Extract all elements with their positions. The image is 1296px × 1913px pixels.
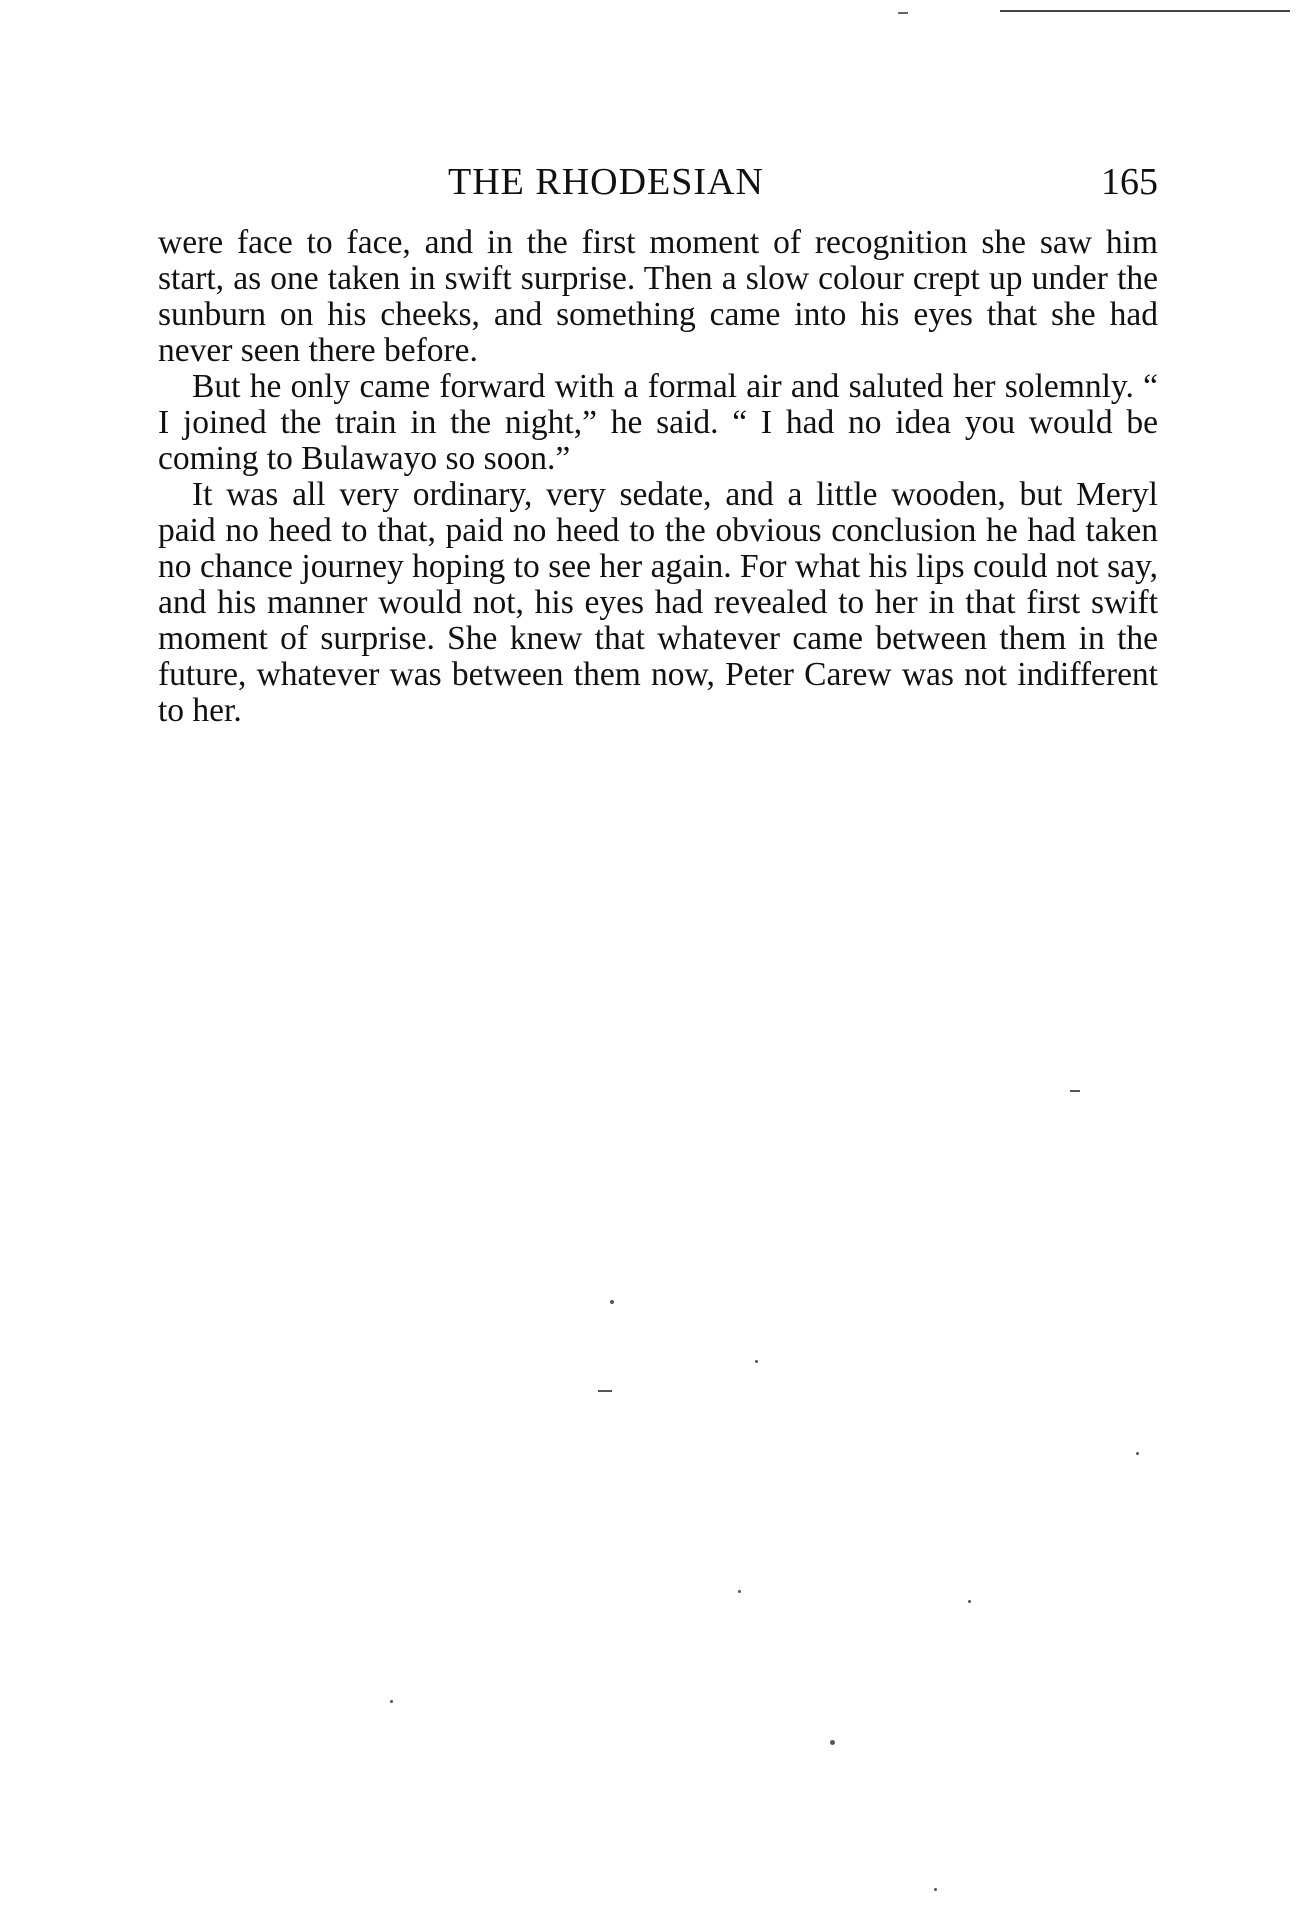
scan-speck: [968, 1600, 971, 1603]
running-head: THE RHODESIAN: [448, 161, 764, 203]
scan-edge-mark: [898, 12, 908, 14]
paragraph-3: It was all very ordinary, very sedate, and a little wooden, but Meryl paid no heed to that, paid no heed to the obvious conclusion he had taken no chance journey hoping to see her again. For what his lips could not say, and his manner would not, his eyes had revealed to her in that first swift moment of surprise. She knew that whatever came between them in the future, whatever was between them now, Peter Carew was not indifferent to her.: [158, 476, 1158, 729]
paragraph-2: But he only came forward with a formal air and saluted her solemnly. “ I joined the train in the night,” he said. “ I had no idea you would be coming to Bulawayo so soon.”: [158, 368, 1158, 477]
scan-speck: [598, 1390, 612, 1392]
paragraph-1: were face to face, and in the first moment of recognition she saw him start, as one taken in swift surprise. Then a slow colour crept up under the sunburn on his cheeks, and something came into his eyes that she had never seen there before.: [158, 224, 1158, 369]
scan-edge-rule: [1000, 10, 1290, 12]
scan-speck: [390, 1700, 393, 1703]
scan-speck: [755, 1360, 758, 1363]
page-number: 165: [1101, 161, 1158, 203]
scan-speck: [610, 1300, 614, 1304]
scan-speck: [934, 1888, 937, 1891]
page-header: [158, 160, 1158, 208]
scan-speck: [830, 1740, 835, 1745]
scan-speck: [1070, 1090, 1080, 1092]
scan-speck: [1136, 1452, 1139, 1455]
scan-speck: [738, 1590, 741, 1593]
body-text: [158, 225, 1158, 729]
